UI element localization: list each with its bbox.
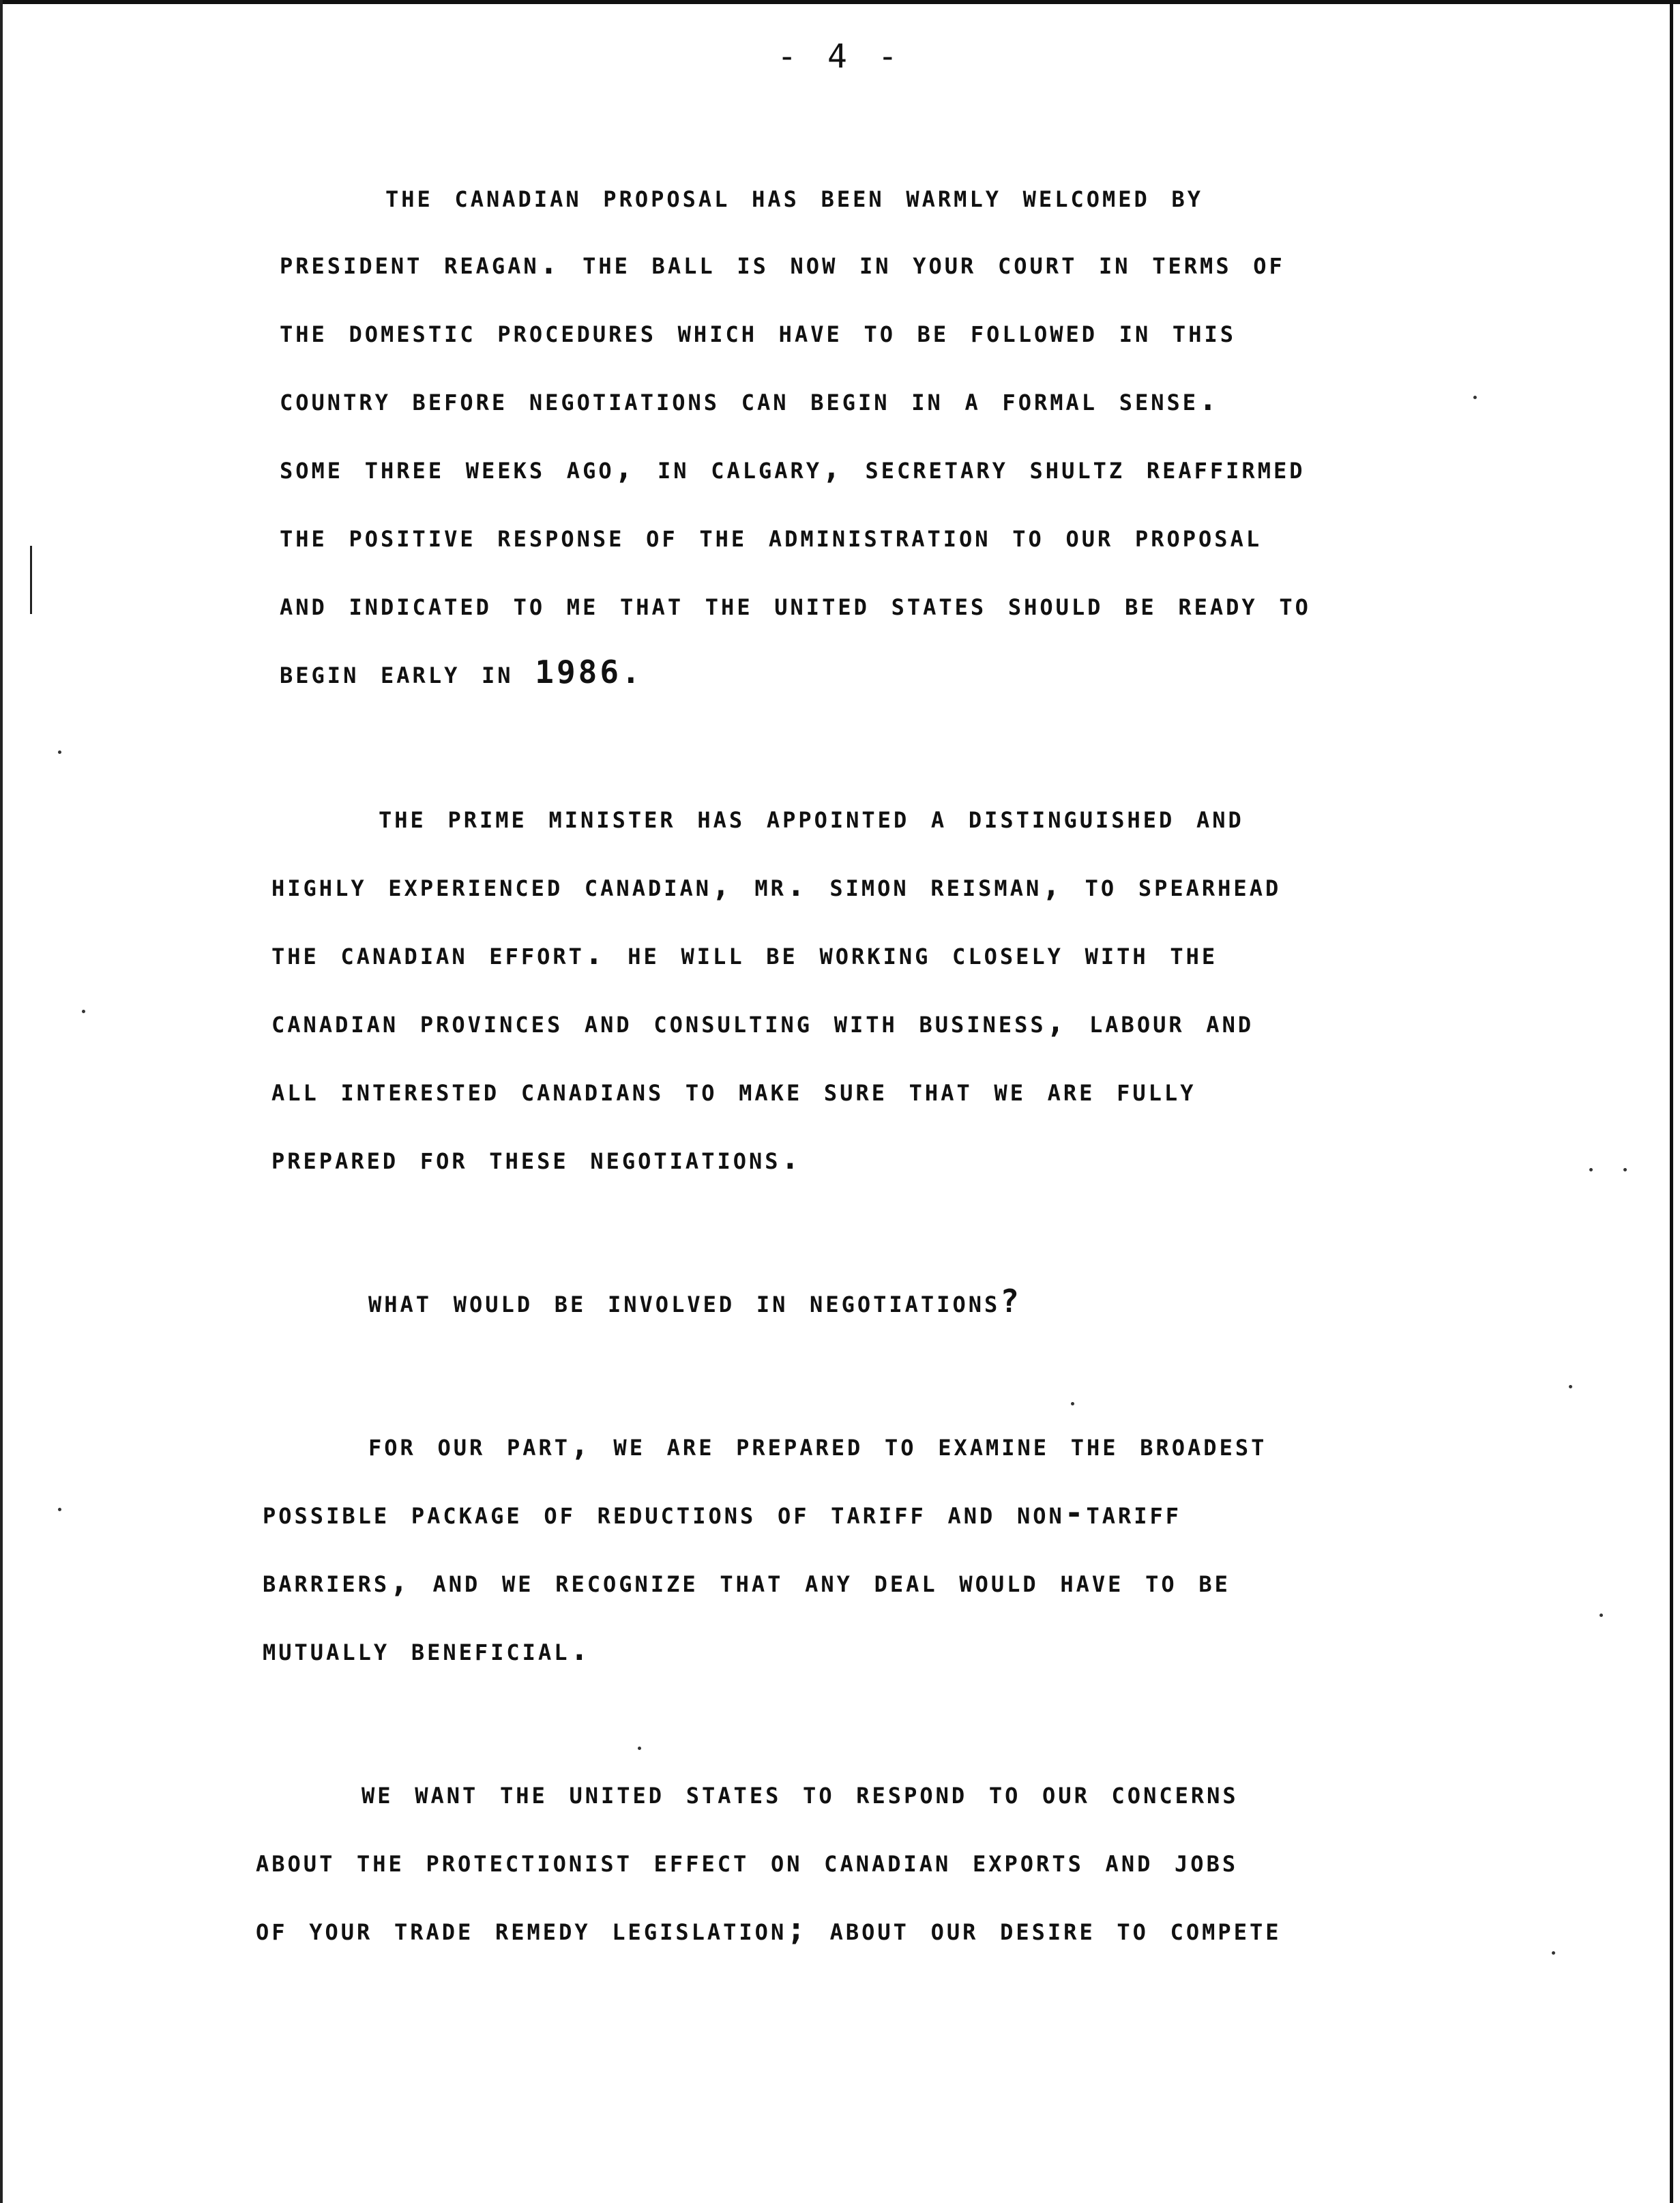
scan-edge-left [0,0,3,2203]
paragraph-2-line-6: prepared for these negotiations. [271,1139,803,1176]
paragraph-1-line-8: begin early in 1986. [280,654,643,690]
paragraph-5-line-2: about the protectionist effect on canadian exports and jobs [256,1842,1239,1879]
paragraph-5-line-3: of your trade remedy legislation; about our desire to compete [256,1910,1282,1947]
scan-speck [1552,1951,1555,1955]
paragraph-2-line-2: highly experienced canadian, mr. simon reisman, to spearhead [271,866,1282,903]
paragraph-1-line-3: the domestic procedures which have to be followed in this [280,312,1236,349]
scan-speck [58,750,61,754]
paragraph-2-line-3: the canadian effort. he will be working closely with the [271,935,1218,972]
paragraph-2-line-5: all interested canadians to make sure that we are fully [271,1071,1196,1108]
paragraph-1-line-2: president reagan. the ball is now in your court in terms of [280,244,1285,281]
scan-speck [58,1508,61,1511]
paragraph-5-line-1: we want the united states to respond to our concerns [362,1774,1239,1811]
paragraph-1-line-1: the canadian proposal has been warmly welcomed by [385,177,1204,214]
section-question: what would be involved in negotiations? [368,1283,1022,1319]
scan-speck [1473,396,1477,399]
scan-speck [1071,1402,1074,1405]
paragraph-1-line-6: the positive response of the administration to our proposal [280,517,1263,554]
paragraph-1-line-4: country before negotiations can begin in a formal sense. [280,381,1220,418]
scan-speck [1589,1168,1593,1171]
paragraph-4-line-4: mutually beneficial. [263,1631,592,1667]
page-number: - 4 - [777,38,903,76]
scan-speck [1623,1168,1627,1171]
scan-mark [30,546,32,614]
scan-edge-right [1670,0,1673,2203]
paragraph-1-line-7: and indicated to me that the united states should be ready to [280,585,1311,622]
scan-speck [82,1010,85,1013]
paragraph-2-line-4: canadian provinces and consulting with business, labour and [271,1003,1254,1040]
paragraph-1-line-5: some three weeks ago, in calgary, secretary shultz reaffirmed [280,449,1306,486]
scan-speck [638,1747,641,1750]
paragraph-4-line-1: for our part, we are prepared to examine the broadest [368,1426,1267,1463]
scan-speck [1600,1614,1603,1617]
scan-speck [1569,1385,1572,1388]
paragraph-4-line-2: possible package of reductions of tariff and non-tariff [263,1494,1182,1531]
paragraph-2-line-1: the prime minister has appointed a distinguished and [379,798,1244,835]
paragraph-4-line-3: barriers, and we recognize that any deal would have to be [263,1562,1230,1599]
scan-edge-top [0,0,1680,4]
